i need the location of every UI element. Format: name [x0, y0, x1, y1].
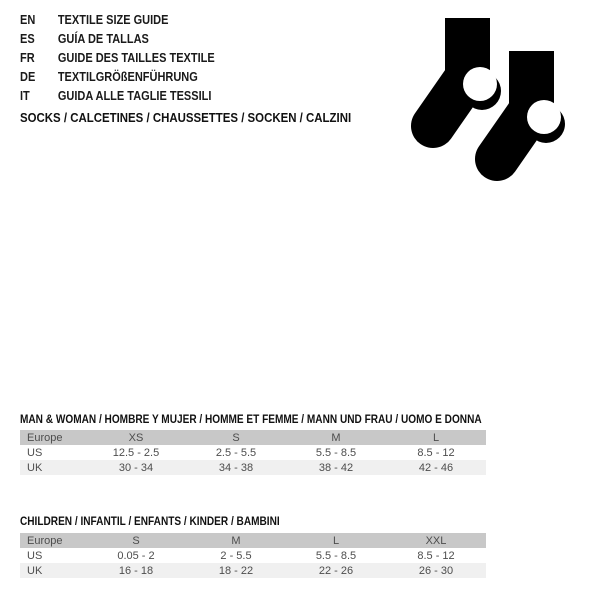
- table-row-us: [20, 548, 486, 563]
- row-label: US: [27, 446, 43, 459]
- category-title-text: SOCKS / CALCETINES / CHAUSSETTES / SOCKEN / CALZINI: [20, 110, 352, 125]
- socks-icon: [400, 0, 600, 200]
- size-table-man-woman: [20, 430, 486, 475]
- language-code: ES: [20, 32, 35, 46]
- table-cell: 16 - 18: [118, 564, 154, 577]
- table-cell: 30 - 34: [118, 461, 154, 474]
- table-cell: 38 - 42: [318, 461, 354, 474]
- language-row-fr: [20, 49, 241, 68]
- table-header-cell: Europe: [27, 534, 63, 547]
- language-label: GUIDA ALLE TAGLIE TESSILI: [57, 89, 212, 103]
- language-label: GUÍA DE TALLAS: [57, 32, 149, 46]
- language-code: IT: [20, 89, 30, 103]
- table-title-children: CHILDREN / INFANTIL / ENFANTS / KINDER / BAMBINI: [20, 514, 280, 528]
- table-cell: 34 - 38: [218, 461, 254, 474]
- table-title-man-woman: MAN & WOMAN / HOMBRE Y MUJER / HOMME ET FEMME / MANN UND FRAU / UOMO E DONNA: [20, 412, 482, 426]
- language-row-es: [20, 30, 241, 49]
- row-label: UK: [27, 461, 43, 474]
- table-cell: 8.5 - 12: [417, 446, 455, 459]
- table-cell: 42 - 46: [418, 461, 454, 474]
- table-header-cell: S: [132, 534, 140, 547]
- table-cell: 5.5 - 8.5: [315, 549, 357, 562]
- table-cell: 2.5 - 5.5: [215, 446, 257, 459]
- table-cell: 0.05 - 2: [117, 549, 155, 562]
- table-header-cell: Europe: [27, 431, 63, 444]
- language-row-en: [20, 11, 241, 30]
- table-cell: 5.5 - 8.5: [315, 446, 357, 459]
- table-header-cell: M: [331, 431, 341, 444]
- language-code: DE: [20, 70, 36, 84]
- language-label: TEXTILGRÖßENFÜHRUNG: [57, 70, 198, 84]
- row-label: UK: [27, 564, 43, 577]
- table-cell: 8.5 - 12: [417, 549, 455, 562]
- table-header-row: [20, 430, 486, 445]
- row-label: US: [27, 549, 43, 562]
- language-code: EN: [20, 13, 36, 27]
- table-cell: 22 - 26: [318, 564, 354, 577]
- table-row-uk: [20, 563, 486, 578]
- table-cell: 2 - 5.5: [220, 549, 252, 562]
- table-header-cell: S: [232, 431, 240, 444]
- table-header-cell: XXL: [425, 534, 447, 547]
- table-row-us: [20, 445, 486, 460]
- language-row-de: [20, 68, 241, 87]
- table-row-uk: [20, 460, 486, 475]
- table-cell: 12.5 - 2.5: [112, 446, 160, 459]
- table-header-row: [20, 533, 486, 548]
- language-list: [20, 11, 241, 106]
- table-cell: 26 - 30: [418, 564, 454, 577]
- size-table-children: [20, 533, 486, 578]
- language-row-it: [20, 87, 241, 106]
- language-label: TEXTILE SIZE GUIDE: [57, 13, 169, 27]
- category-title: [20, 108, 396, 127]
- table-header-cell: M: [231, 534, 241, 547]
- table-header-cell: XS: [128, 431, 144, 444]
- table-header-cell: L: [332, 534, 340, 547]
- language-code: FR: [20, 51, 35, 65]
- table-header-cell: L: [432, 431, 440, 444]
- language-label: GUIDE DES TAILLES TEXTILE: [57, 51, 215, 65]
- table-cell: 18 - 22: [218, 564, 254, 577]
